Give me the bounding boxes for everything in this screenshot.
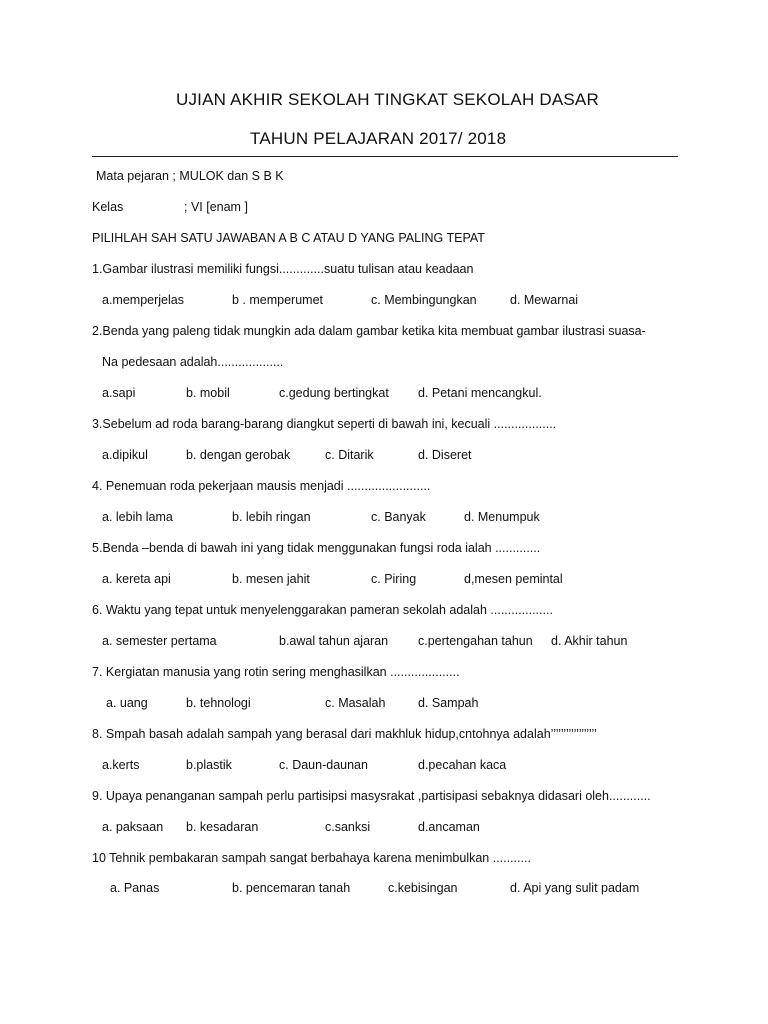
question-3: 3.Sebelum ad roda barang-barang diangkut seperti di bawah ini, kecuali .................. (92, 417, 557, 431)
option-6b: b.awal tahun ajaran (279, 634, 389, 648)
option-6a: a. semester pertama (102, 634, 217, 648)
option-3a: a.dipikul (102, 448, 148, 462)
option-3b: b. dengan gerobak (186, 448, 291, 462)
question-1: 1.Gambar ilustrasi memiliki fungsi.............suatu tulisan atau keadaan (92, 262, 474, 276)
option-5c: c. Piring (371, 572, 417, 586)
question-5: 5.Benda –benda di bawah ini yang tidak menggunakan fungsi roda ialah ............. (92, 541, 541, 555)
class-value: ; VI [enam ] (184, 200, 248, 214)
option-1b: b . memperumet (232, 293, 324, 307)
option-2a: a.sapi (102, 386, 136, 400)
exam-year: TAHUN PELAJARAN 2017/ 2018 (250, 129, 507, 148)
option-8c: c. Daun-daunan (279, 758, 368, 772)
option-4a: a. lebih lama (102, 510, 173, 524)
question-7: 7. Kergiatan manusia yang rotin sering menghasilkan .................... (92, 665, 460, 679)
question-9: 9. Upaya penanganan sampah perlu partisipsi masysrakat ,partisipasi sebaknya didasari oleh............ (92, 789, 651, 803)
option-9b: b. kesadaran (186, 820, 259, 834)
header-rule (92, 156, 678, 157)
option-6c: c.pertengahan tahun (418, 634, 533, 648)
option-2c: c.gedung bertingkat (279, 386, 389, 400)
option-2b: b. mobil (186, 386, 230, 400)
option-7a: a. uang (106, 696, 148, 710)
option-10b: b. pencemaran tanah (232, 881, 351, 895)
option-8d: d.pecahan kaca (418, 758, 507, 772)
option-5a: a. kereta api (102, 572, 171, 586)
option-5b: b. mesen jahit (232, 572, 310, 586)
option-7d: d. Sampah (418, 696, 479, 710)
option-6d: d. Akhir tahun (551, 634, 628, 648)
option-8b: b.plastik (186, 758, 232, 772)
class-label: Kelas (92, 200, 124, 214)
option-9d: d.ancaman (418, 820, 480, 834)
option-7c: c. Masalah (325, 696, 386, 710)
question-10: 10 Tehnik pembakaran sampah sangat berbahaya karena menimbulkan ........... (92, 851, 531, 865)
question-4: 4. Penemuan roda pekerjaan mausis menjadi ........................ (92, 479, 431, 493)
option-10d: d. Api yang sulit padam (510, 881, 640, 895)
option-9c: c.sanksi (325, 820, 371, 834)
option-4d: d. Menumpuk (464, 510, 540, 524)
option-5d: d,mesen pemintal (464, 572, 563, 586)
option-4c: c. Banyak (371, 510, 426, 524)
option-9a: a. paksaan (102, 820, 164, 834)
question-2: 2.Benda yang paleng tidak mungkin ada dalam gambar ketika kita membuat gambar ilustrasi suasa- (92, 324, 646, 338)
option-4b: b. lebih ringan (232, 510, 311, 524)
question-8: 8. Smpah basah adalah sampah yang berasal dari makhluk hidup,cntohnya adalah’’’’’’’’’’’’’’’’’’ (92, 727, 597, 741)
option-3c: c. Ditarik (325, 448, 374, 462)
exam-title: UJIAN AKHIR SEKOLAH TINGKAT SEKOLAH DASAR (176, 90, 599, 109)
option-10c: c.kebisingan (388, 881, 458, 895)
subject-line: Mata pejaran ; MULOK dan S B K (96, 169, 284, 183)
question-2-continued: Na pedesaan adalah................... (102, 355, 284, 369)
option-1d: d. Mewarnai (510, 293, 579, 307)
option-2d: d. Petani mencangkul. (418, 386, 542, 400)
instruction: PILIHLAH SAH SATU JAWABAN A B C ATAU D YANG PALING TEPAT (92, 231, 485, 245)
option-3d: d. Diseret (418, 448, 472, 462)
question-6: 6. Waktu yang tepat untuk menyelenggarakan pameran sekolah adalah .................. (92, 603, 553, 617)
option-1c: c. Membingungkan (371, 293, 477, 307)
option-8a: a.kerts (102, 758, 140, 772)
option-1a: a.memperjelas (102, 293, 184, 307)
option-10a: a. Panas (110, 881, 160, 895)
option-7b: b. tehnologi (186, 696, 251, 710)
